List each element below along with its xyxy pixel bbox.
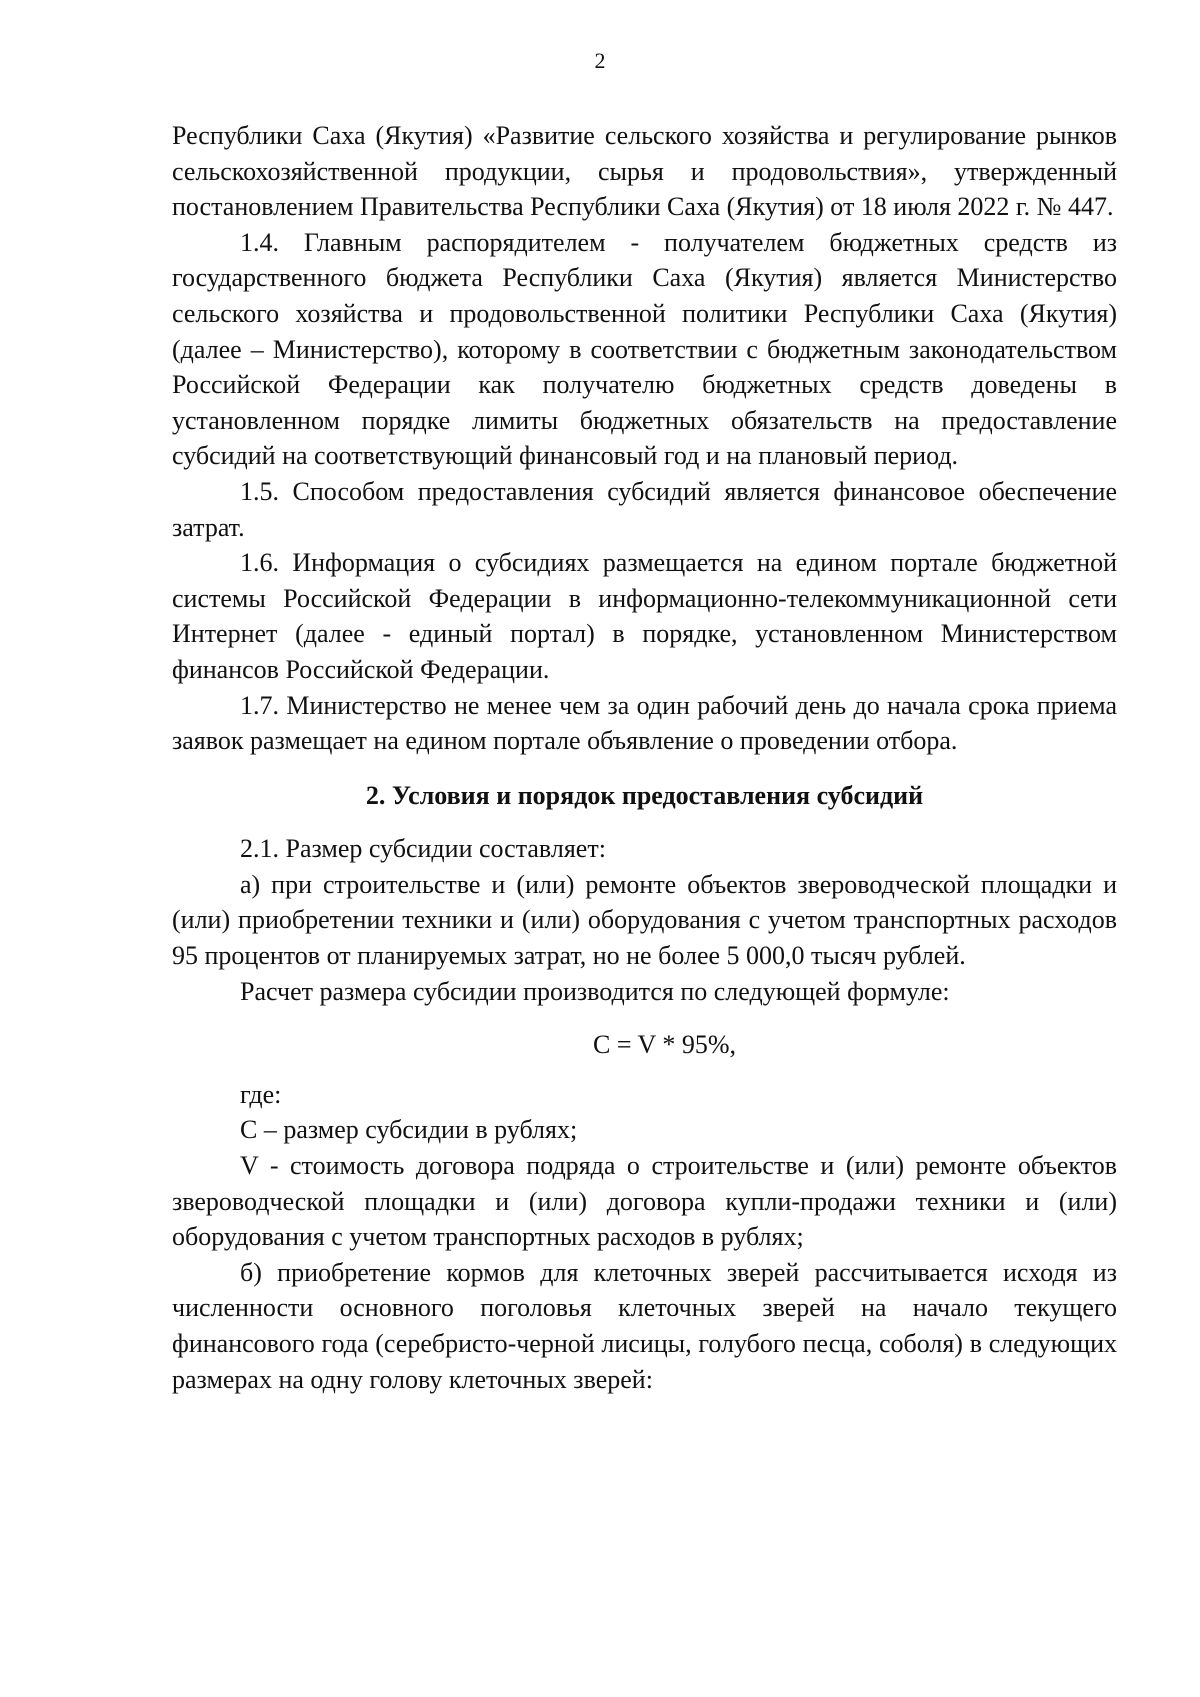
document-body	[172, 118, 1117, 1397]
paragraph-1-6: 1.6. Информация о субсидиях размещается на едином портале бюджетной системы Российской Федерации в информационно-телекоммуникационной сети Интернет (далее - единый портал) в порядке, установленном Министерством финансов Российской Федерации.	[172, 548, 1117, 684]
paragraph-2-1-b: б) приобретение кормов для клеточных зверей рассчитывается исходя из численности основного поголовья клеточных зверей на начало текущего финансового года (серебристо-черной лисицы, голубого песца, соболя) в следующих размерах на одну голову клеточных зверей:	[172, 1257, 1117, 1394]
page-number: 2	[594, 48, 606, 73]
paragraph-v-definition: V - стоимость договора подряда о строительстве и (или) ремонте объектов звероводческой площадки и (или) договора купли-продажи техники и (или) оборудования с учетом транспортных расходов в рублях;	[172, 1151, 1117, 1252]
paragraph-formula-intro: Расчет размера субсидии производится по следующей формуле:	[240, 976, 950, 1006]
paragraph-c-definition: C – размер субсидии в рублях;	[240, 1115, 578, 1145]
paragraph-program-reference: Республики Саха (Якутия) «Развитие сельского хозяйства и регулирование рынков сельскохозяйственной продукции, сырья и продовольствия», утвержденный постановлением Правительства Республики Саха (Якутия) от 18 июля 2022 г. № 447.	[172, 121, 1117, 222]
paragraph-1-4: 1.4. Главным распорядителем - получателем бюджетных средств из государственного бюджета Республики Саха (Якутия) является Министерство сельского хозяйства и продовольственной политики Республики Саха (Якутия) (далее – Министерство), которому в соответствии с бюджетным законодательством Российской Федерации как получателю бюджетных средств доведены в установленном порядке лимиты бюджетных обязательств на предоставление субсидий на соответствующий финансовый год и на плановый период.	[172, 227, 1117, 471]
paragraph-where: где:	[240, 1079, 282, 1109]
paragraph-2-1-a: а) при строительстве и (или) ремонте объектов звероводческой площадки и (или) приобретении техники и (или) оборудования с учетом транспортных расходов 95 процентов от планируемых затрат, но не более 5 000,0 тысяч рублей.	[172, 869, 1117, 971]
paragraph-1-7: 1.7. Министерство не менее чем за один рабочий день до начала срока приема заявок размещает на едином портале объявление о проведении отбора.	[172, 690, 1117, 756]
paragraph-2-1: 2.1. Размер субсидии составляет:	[240, 834, 606, 864]
paragraph-1-5: 1.5. Способом предоставления субсидий является финансовое обеспечение затрат.	[172, 476, 1117, 542]
section-heading: 2. Условия и порядок предоставления субсидий	[365, 780, 924, 810]
subsidy-formula: C = V * 95%,	[593, 1030, 736, 1060]
